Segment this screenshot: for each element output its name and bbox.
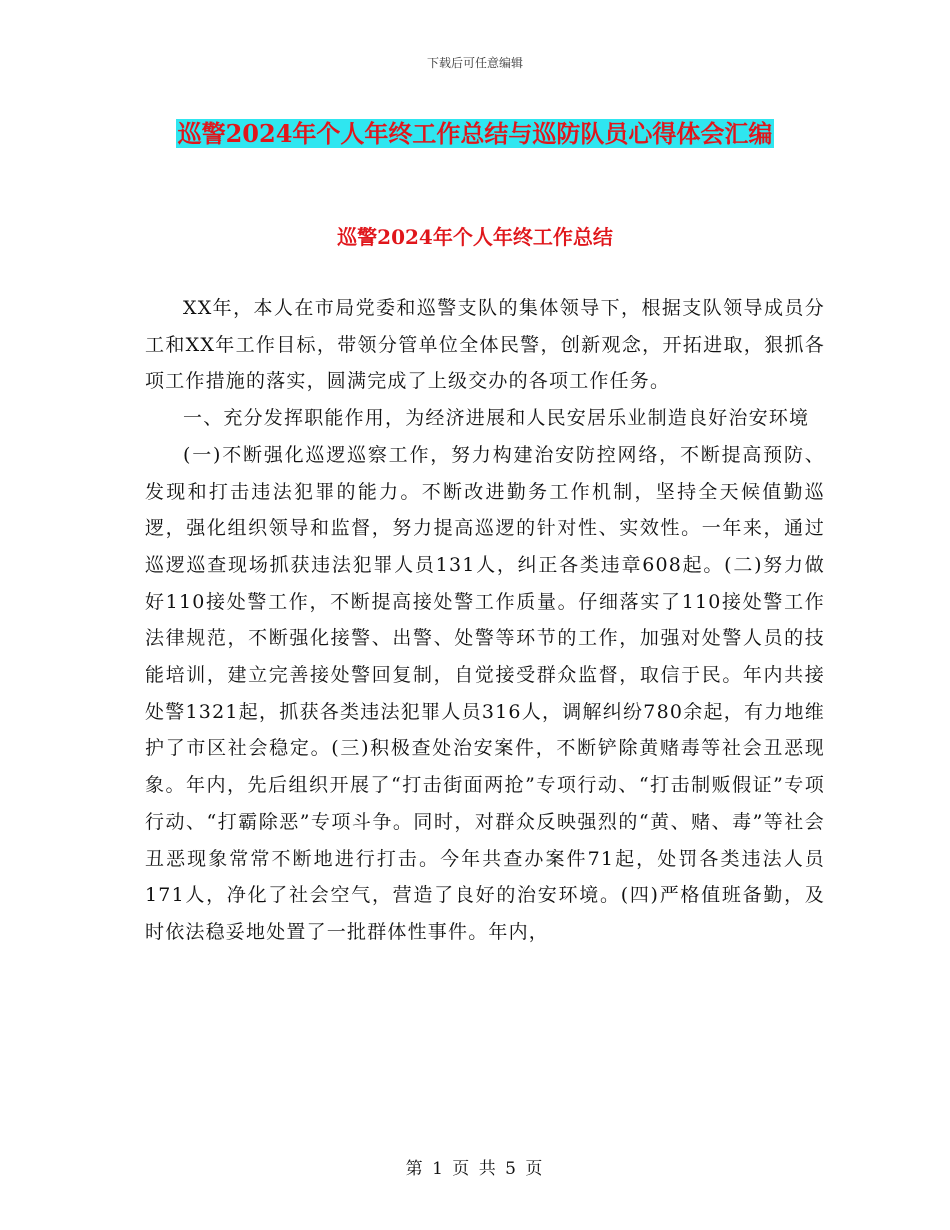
page-footer: 第 1 页 共 5 页	[405, 1159, 545, 1179]
section-title: 巡警2024年个人年终工作总结	[337, 225, 613, 249]
paragraph: (一)不断强化巡逻巡察工作，努力构建治安防控网络，不断提高预防、发现和打击违法犯罪的能力。不断改进勤务工作机制，坚持全天候值勤巡逻，强化组织领导和监督，努力提高巡逻的针对性、实效性。一年来，通过巡逻巡查现场抓获违法犯罪人员131人，纠正各类违章608起。(二)努力做好110接处警工作，不断提高接处警工作质量。仔细落实了110接处警工作法律规范，不断强化接警、出警、处警等环节的工作，加强对处警人员的技能培训，建立完善接处警回复制，自觉接受群众监督，取信于民。年内共接处警1321起，抓获各类违法犯罪人员316人，调解纠纷780余起，有力地维护了市区社会稳定。(三)积极查处治安案件，不断铲除黄赌毒等社会丑恶现象。年内，先后组织开展了“打击街面两抢”专项行动、“打击制贩假证”专项行动、“打霸除恶”专项斗争。同时，对群众反映强烈的“黄、赌、毒”等社会丑恶现象常常不断地进行打击。今年共查办案件71起，处罚各类违法人员171人，净化了社会空气，营造了良好的治安环境。(四)严格值班备勤，及时依法稳妥地处置了一批群体性事件。年内，	[145, 443, 825, 943]
page-header-note: 下载后可任意编辑	[426, 56, 523, 70]
document-title-text: 巡警2024年个人年终工作总结与巡防队员心得体会汇编	[177, 119, 773, 148]
paragraph: XX年，本人在市局党委和巡警支队的集体领导下，根据支队领导成员分工和XX年工作目标，带领分管单位全体民警，创新观念，开拓进取，狠抓各项工作措施的落实，圆满完成了上级交办的各项工作任务。	[145, 297, 825, 393]
document-title	[150, 112, 800, 156]
paragraph: 一、充分发挥职能作用，为经济进展和人民安居乐业制造良好治安环境	[183, 407, 810, 430]
document-body	[145, 290, 825, 951]
